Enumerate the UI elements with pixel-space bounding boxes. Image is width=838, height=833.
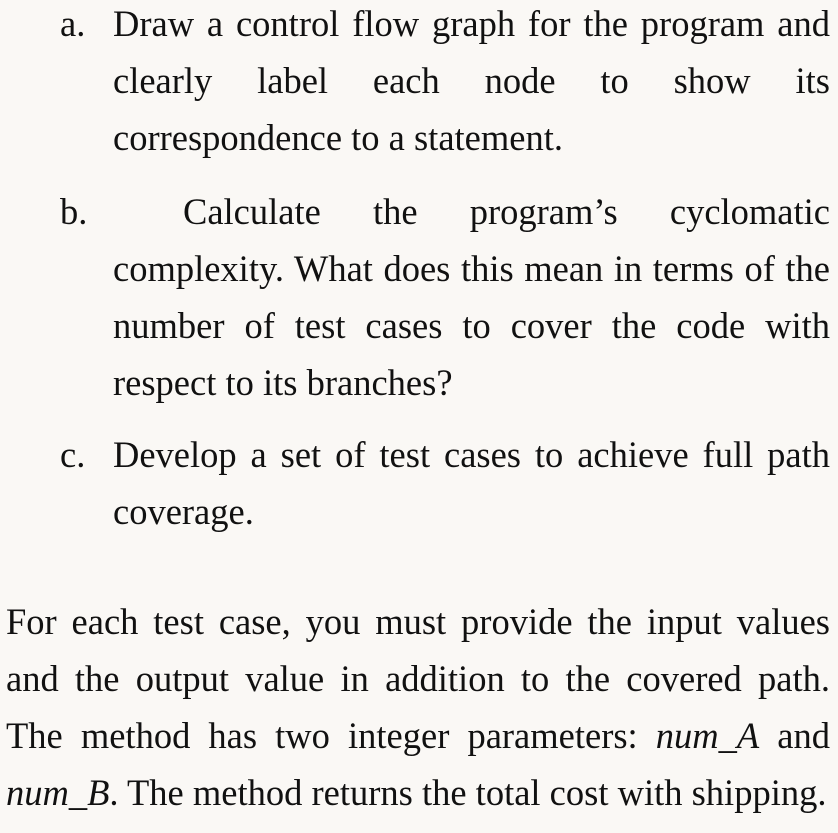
list-marker-a: a. (60, 3, 86, 44)
list-text-b: Calculate the program’s cyclomatic complexity. What does this mean in terms of the number of test cases to cover the code with respect to its branches? (113, 191, 830, 403)
param-num-b: num_B (6, 771, 110, 813)
param-num-a: num_A (655, 714, 760, 756)
paragraph-text-2: and (759, 714, 830, 756)
list-text-a: Draw a control flow graph for the program and clearly label each node to show its correspondence to a statement. (113, 3, 830, 158)
instructions-paragraph (6, 593, 830, 821)
list-text-c: Develop a set of test cases to achieve full path coverage. (113, 434, 830, 532)
list-marker-b: b. (60, 191, 88, 232)
list-marker-c: c. (60, 434, 86, 475)
paragraph-text-3: . The method returns the total cost with shipping. (109, 771, 827, 813)
paragraph-text-1: For each test case, you must provide the input values and the output value in addition to the covered path. The method has two integer parameters: (6, 600, 830, 756)
